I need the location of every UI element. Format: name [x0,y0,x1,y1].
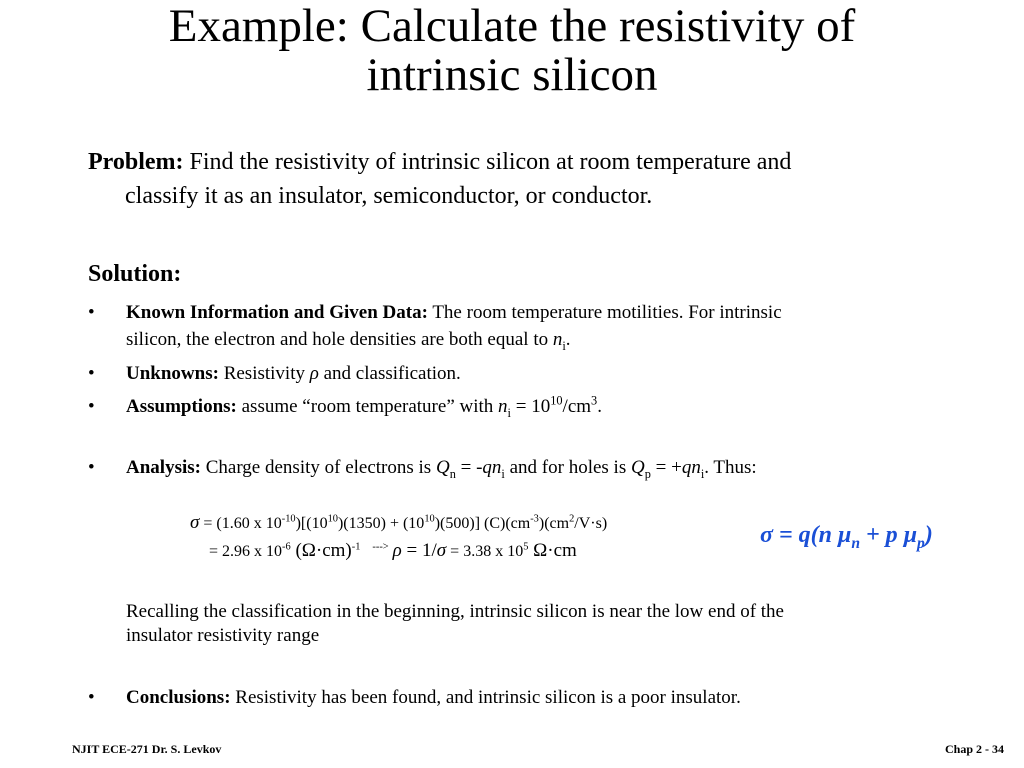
problem-text-2: classify it as an insulator, semiconductor, or conductor. [125,183,653,209]
sigma-symbol: σ [760,522,773,548]
unknowns-text-a: Resistivity [218,363,310,384]
conclusions-body [126,684,936,711]
slide-title [0,2,1024,100]
sigma-symbol: σ [190,512,200,533]
unknowns-text-b: and classification. [318,363,461,384]
analysis-text-d: = + [650,457,682,478]
assumptions-body [126,393,936,420]
eq1-exp: 10 [327,513,338,525]
qn-symbol: qn [482,457,502,478]
mu-sub-p: p [917,534,925,552]
eq2-part: (Ω·cm) [290,540,352,561]
mu-sub-n: n [851,534,860,552]
unknowns-body [126,360,936,387]
eq1-part: )(500)] (C)(cm [434,515,531,532]
assumptions-text: assume “room temperature” with [236,396,499,417]
bullet-dot: • [88,302,95,323]
recall-paragraph [126,600,946,648]
qn-sub: i [700,466,705,481]
formula-part: = q(n [772,522,838,548]
eq2-exp: 5 [523,541,529,553]
solution-heading: Solution: [88,261,182,287]
eq1-exp: -3 [530,513,539,525]
equation-line-1 [190,512,607,534]
eq2-part: = 3.38 x 10 [446,543,524,560]
bullet-dot: • [88,457,95,478]
mu-symbol: μ [837,522,852,548]
n-symbol: n [498,396,508,417]
formula-part: + p [860,522,904,548]
ni-subscript: i [562,338,566,353]
assumptions-end: . [597,396,602,417]
rho-symbol: ρ [392,540,402,561]
problem-label: Problem: [88,149,184,175]
known-label: Known Information and Given Data: [126,302,428,323]
eq2-exp: -1 [351,541,361,553]
analysis-label: Analysis: [126,457,201,478]
bullet-dot: • [88,363,95,384]
analysis-text-a: Charge density of electrons is [200,457,436,478]
eq1-exp: 10 [424,513,435,525]
n-subscript: i [507,405,511,420]
problem-text-1: Find the resistivity of intrinsic silicon at room temperature and [183,149,792,175]
ni-symbol: n [552,329,563,350]
known-text-b: silicon, the electron and hole densities are both equal to [126,329,553,350]
assumptions-exp2: 3 [591,393,598,408]
eq1-exp: 2 [569,513,575,525]
bullet-dot: • [88,687,95,708]
q-symbol: Q [435,457,450,478]
conclusions-text: Resistivity has been found, and intrinsic silicon is a poor insulator. [230,687,741,708]
assumptions-unit: /cm [562,396,592,417]
unknowns-label: Unknowns: [126,363,219,384]
arrow: ---> [372,541,389,553]
known-body [126,299,936,353]
formula-part: ) [924,522,933,548]
analysis-text-e: . Thus: [704,457,757,478]
qn-symbol: qn [681,457,701,478]
q-symbol: Q [630,457,645,478]
known-text-a: The room temperature motilities. For intrinsic [427,302,782,323]
known-end: . [565,329,571,350]
equation-line-2 [209,540,577,562]
eq2-part: Ω·cm [528,540,577,561]
footer-right: Chap 2 - 34 [944,742,1004,756]
eq1-part: )(1350) + (10 [337,515,425,532]
recall-line-1: Recalling the classification in the beginning, intrinsic silicon is near the low end of the [126,601,784,622]
eq2-part: = 2.96 x 10 [209,543,283,560]
problem-statement [88,145,948,213]
analysis-text-c: and for holes is [504,457,631,478]
analysis-text-b: = - [455,457,483,478]
sigma-symbol: σ [436,540,447,561]
footer-left: NJIT ECE-271 Dr. S. Levkov [72,742,222,756]
q-sub-p: p [644,466,651,481]
eq1-part: )[(10 [295,515,328,532]
eq1-part: = (1.60 x 10 [199,515,282,532]
rho-symbol: ρ [309,363,319,384]
conductivity-formula [760,522,933,552]
recall-line-2: insulator resistivity range [126,625,320,646]
bullet-dot: • [88,396,95,417]
eq1-exp: -10 [281,513,296,525]
eq1-part: /V·s) [574,515,608,532]
conclusions-label: Conclusions: [126,687,231,708]
qn-sub: i [501,466,505,481]
assumptions-label: Assumptions: [126,396,237,417]
title-line-2: intrinsic silicon [366,49,658,101]
q-sub-n: n [449,466,456,481]
title-line-1: Example: Calculate the resistivity of [168,0,856,52]
analysis-body [126,454,936,481]
assumptions-exp1: 10 [550,393,563,408]
eq1-part: )(cm [538,515,570,532]
assumptions-eq: = 10 [510,396,551,417]
mu-symbol: μ [903,522,918,548]
eq2-part: = 1/ [401,540,437,561]
eq2-exp: -6 [282,541,291,553]
